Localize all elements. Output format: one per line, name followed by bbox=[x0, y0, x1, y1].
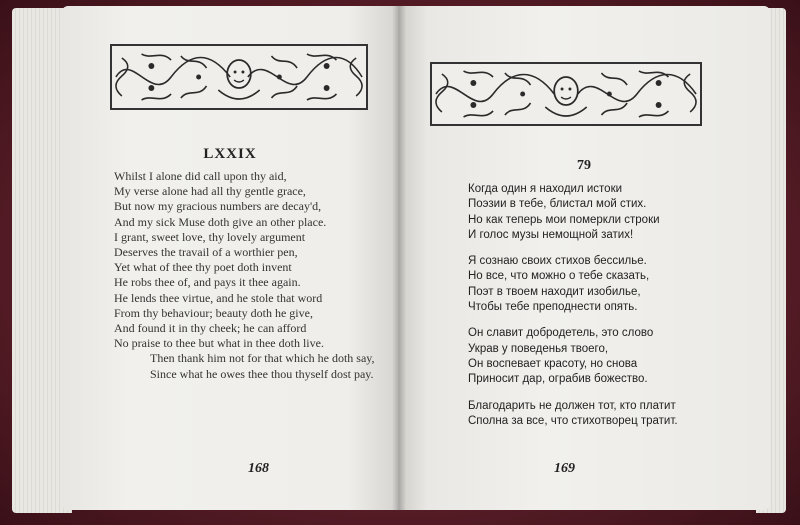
sonnet-number-arabic: 79 bbox=[577, 158, 591, 173]
couplet-line: Then thank him not for that which he doth say, bbox=[150, 351, 375, 366]
stanza bbox=[468, 326, 758, 387]
poem-line: Он воспевает красоту, но снова bbox=[468, 357, 638, 370]
poem-line: Украв у поведенья твоего, bbox=[468, 342, 609, 355]
poem-line: Deserves the travail of a worthier pen, bbox=[114, 245, 298, 260]
stanza bbox=[468, 399, 758, 430]
page-number-right: 169 bbox=[554, 461, 575, 476]
poem-line: Чтобы тебе преподнести опять. bbox=[468, 301, 638, 314]
english-sonnet bbox=[114, 169, 398, 382]
poem-line: Whilst I alone did call upon thy aid, bbox=[114, 169, 287, 183]
poem-line: And my sick Muse doth give an other place. bbox=[114, 214, 327, 229]
poem-line: No praise to thee but what in thee doth live. bbox=[114, 336, 324, 351]
poem-line: But now my gracious numbers are decay'd, bbox=[114, 199, 322, 214]
poem-line: Сполна за все, что стихотворец тратит. bbox=[468, 414, 678, 427]
poem-line: Приносит дар, ограбив божество. bbox=[468, 373, 648, 386]
poem-line: Но как теперь мои померкли строки bbox=[468, 213, 660, 226]
poem-line: Благодарить не должен тот, кто платит bbox=[468, 399, 676, 412]
couplet-line: Since what he owes thee thou thyself dost pay. bbox=[150, 366, 374, 381]
poem-line: Поэт в твоем находит изобилье, bbox=[468, 285, 641, 298]
stanza bbox=[468, 182, 758, 243]
book-spine-gutter bbox=[392, 6, 406, 510]
poem-line: I grant, sweet love, thy lovely argument bbox=[114, 229, 306, 244]
poem-line: Когда один я находил истоки bbox=[468, 183, 623, 195]
poem-line: From thy behaviour; beauty doth he give, bbox=[114, 305, 313, 320]
left-page bbox=[62, 6, 398, 510]
poem-line: Он славит добродетель, это слово bbox=[468, 327, 654, 340]
poem-line: My verse alone had all thy gentle grace, bbox=[114, 184, 306, 199]
poem-line: He robs thee of, and pays it thee again. bbox=[114, 275, 301, 290]
poem-line: Но все, что можно о тебе сказать, bbox=[468, 270, 650, 283]
floral-ornament-left bbox=[110, 44, 368, 110]
sonnet-number-roman: LXXIX bbox=[203, 146, 257, 162]
poem-line: And found it in thy cheek; he can afford bbox=[114, 321, 307, 336]
russian-sonnet bbox=[468, 182, 758, 440]
right-page bbox=[398, 6, 770, 510]
stanza bbox=[468, 254, 758, 315]
page-number-left: 168 bbox=[248, 461, 269, 476]
poem-line: Поэзии в тебе, блистал мой стих. bbox=[468, 198, 647, 211]
floral-ornament-right bbox=[430, 62, 702, 126]
poem-line: И голос музы немощной затих! bbox=[468, 228, 634, 241]
poem-line: Я сознаю своих стихов бессилье. bbox=[468, 255, 647, 268]
poem-line: Yet what of thee thy poet doth invent bbox=[114, 260, 292, 275]
poem-line: He lends thee virtue, and he stole that word bbox=[114, 290, 323, 305]
